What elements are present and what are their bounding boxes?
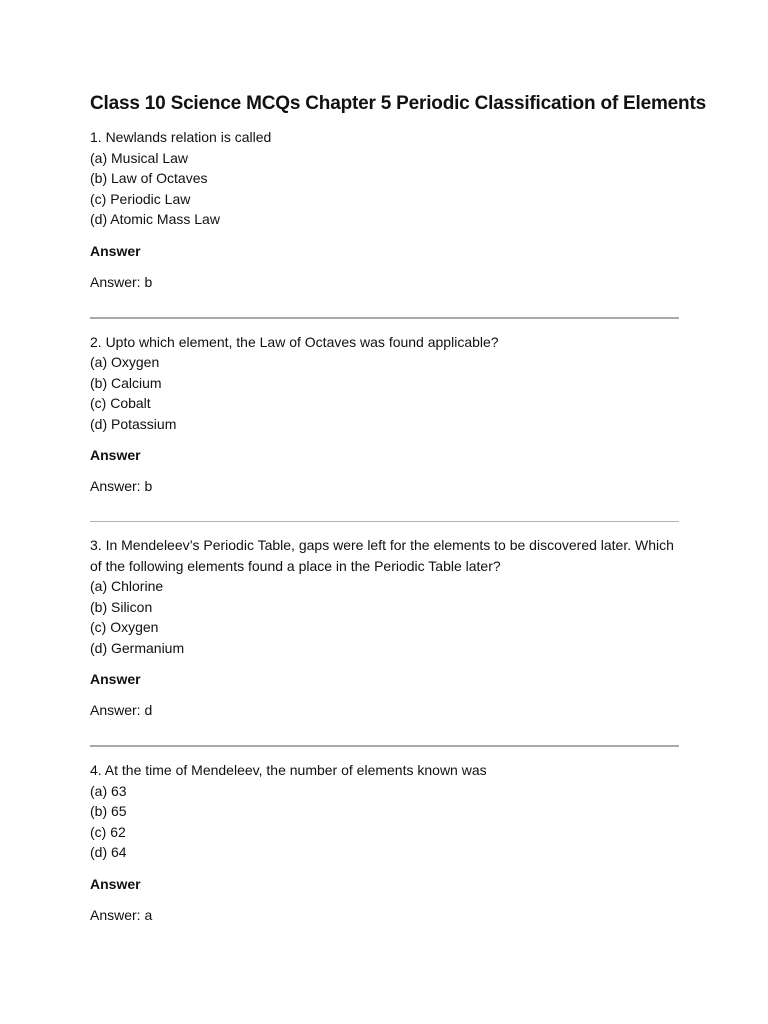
option-c: (c) 62 [90, 823, 126, 840]
option-b: (b) Law of Octaves [90, 170, 208, 186]
question-2 [90, 332, 680, 497]
question-3 [90, 535, 680, 720]
option-b: (b) Silicon [90, 598, 153, 615]
option-c: (c) Cobalt [90, 395, 151, 411]
question-1 [90, 127, 680, 292]
option-a: (a) Chlorine [90, 578, 164, 594]
question-text: 3. In Mendeleev’s Periodic Table, gaps were left for the elements to be discovered later. Which of the following elements found a place in the Periodic Table later? [90, 537, 674, 574]
answer-text: Answer: d [90, 702, 153, 718]
answer-text: Answer: b [90, 478, 153, 494]
option-a: (a) Musical Law [90, 149, 189, 166]
option-d: (d) Potassium [90, 415, 177, 432]
answer-heading: Answer [90, 242, 141, 259]
option-d: (d) Atomic Mass Law [90, 211, 220, 227]
answer-heading: Answer [90, 875, 141, 892]
option-c: (c) Periodic Law [90, 190, 191, 207]
question-text: 2. Upto which element, the Law of Octaves was found applicable? [90, 333, 499, 350]
option-c: (c) Oxygen [90, 619, 159, 635]
question-4 [90, 760, 680, 925]
answer-text: Answer: a [90, 906, 153, 923]
answer-heading: Answer [90, 671, 141, 687]
question-text: 1. Newlands relation is called [90, 129, 272, 145]
divider [90, 745, 679, 747]
answer-text: Answer: b [90, 273, 153, 290]
option-a: (a) 63 [90, 782, 127, 799]
option-d: (d) Germanium [90, 639, 185, 656]
answer-heading: Answer [90, 447, 141, 463]
divider [90, 521, 679, 522]
option-b: (b) 65 [90, 803, 127, 819]
question-text: 4. At the time of Mendeleev, the number of elements known was [90, 762, 487, 778]
divider [90, 317, 679, 319]
document-page [90, 93, 706, 925]
option-b: (b) Calcium [90, 374, 162, 391]
option-d: (d) 64 [90, 844, 127, 860]
option-a: (a) Oxygen [90, 354, 160, 370]
page-title: Class 10 Science MCQs Chapter 5 Periodic Classification of Elements [90, 93, 706, 114]
